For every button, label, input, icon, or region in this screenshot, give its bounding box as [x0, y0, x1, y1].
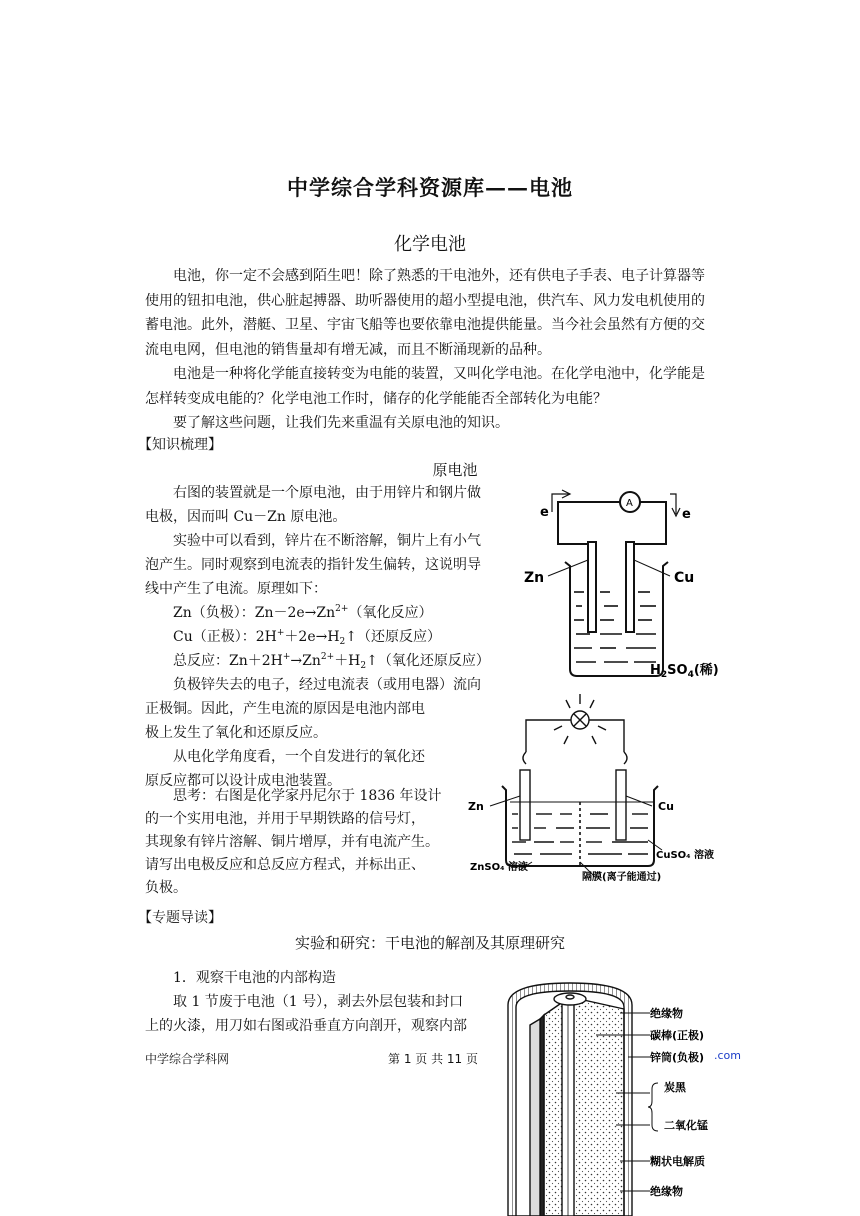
label-insulator-bottom: 绝缘物: [650, 1185, 683, 1198]
eq-sub: 2: [360, 661, 367, 671]
text-line: 实验中可以看到，锌片在不断溶解，铜片上有小气: [173, 533, 481, 549]
label-electrolyte-paste: 糊状电解质: [650, 1155, 705, 1168]
figure-dry-cell: [500, 975, 740, 1216]
znso4-label: ZnSO₄ 溶液: [470, 862, 528, 873]
eq-sup: 2+: [335, 604, 349, 614]
eq-label: Cu（正极）：: [173, 629, 256, 645]
label-manganese-dioxide: 二氧化锰: [664, 1119, 708, 1132]
salt-solution: [510, 802, 654, 854]
beaker: [565, 562, 668, 676]
equation-negative: [145, 601, 515, 625]
eq-sup: +: [282, 652, 291, 662]
electron-label-left: e: [540, 505, 549, 520]
eq-part: Zn＋2H: [229, 653, 283, 669]
zinc-electrode: [520, 770, 530, 840]
section-heading: 【知识梳理】: [138, 437, 222, 453]
think-text: [145, 785, 455, 900]
eq-sub: 2: [339, 637, 346, 647]
galvanic-text: [145, 481, 515, 793]
eq-part: Zn－2e→Zn: [254, 605, 336, 621]
copper-electrode: [616, 770, 626, 840]
electron-label-right: e: [682, 507, 691, 522]
text-line: 正极铜。因此，产生电流的原因是电池内部电: [145, 701, 425, 717]
intro-paragraph: 电池是一种将化学能直接转变为电能的装置，又叫化学电池。在化学电池中，化学能是怎样转变成电能的？化学电池工作时，储存的化学能能否全部转化为电能？: [145, 366, 705, 407]
depolarizer-mix: [544, 997, 624, 1216]
text-line: 负极。: [145, 880, 187, 896]
text-line: 其现象有锌片溶解、铜片增厚，并有电流产生。: [145, 834, 439, 850]
text-line: 线中产生了电流。原理如下：: [145, 581, 327, 597]
label-zinc-can: 锌筒(负极): [650, 1051, 705, 1064]
list-item: 1．观察干电池的内部构造: [173, 970, 336, 986]
eq-label: 总反应：: [173, 653, 229, 669]
label-carbon-black: 炭黑: [664, 1081, 686, 1094]
equation-total: [145, 649, 515, 673]
text-line: 右图的装置就是一个原电池，由于用锌片和钢片做: [173, 485, 481, 501]
cuso4-label: CuSO₄ 溶液: [656, 850, 715, 861]
label-insulator-top: 绝缘物: [650, 1007, 683, 1020]
eq-part: ＋2e→H: [284, 629, 340, 645]
text-line: 从电化学角度看，一个自发进行的氧化还: [173, 749, 425, 765]
zinc-electrode: [588, 542, 596, 632]
copper-label: Cu: [658, 800, 674, 813]
label-carbon-rod: 碳棒(正极): [650, 1029, 705, 1042]
equation-positive: [145, 625, 515, 649]
copper-electrode: [626, 542, 634, 632]
text-line: 思考：右图是化学家丹尼尔于 1836 年设计: [173, 788, 442, 804]
section-subheading: 原电池: [432, 461, 478, 479]
copper-label: Cu: [674, 570, 695, 586]
eq-note: （氧化反应）: [348, 605, 433, 621]
text-line: 请写出电极反应和总反应方程式，并标出正、: [145, 857, 425, 873]
text-line: 上的火漆，用刀如右图或沿垂直方向剖开，观察内部: [145, 1018, 467, 1034]
figure-daniell-cell: [462, 690, 752, 886]
eq-label: Zn（负极）：: [173, 605, 255, 621]
ammeter-label: A: [626, 498, 633, 509]
acid-solution: [574, 592, 656, 662]
text-line: 取 1 节废于电池（1 号），剥去外层包装和封口: [173, 994, 464, 1010]
zinc-label: Zn: [468, 800, 484, 813]
eq-note: ↑（氧化还原反应）: [366, 653, 490, 669]
eq-sup: +: [276, 628, 285, 638]
footer-page: 第 1 页 共 11 页: [388, 1052, 478, 1066]
figure-cu-zn-cell: [510, 484, 730, 689]
text-line: 原反应都可以设计成电池装置。: [145, 773, 341, 789]
text-line: 的一个实用电池，并用于早期铁路的信号灯，: [145, 811, 425, 827]
intro-text: [145, 264, 718, 436]
eq-note: ↑（还原反应）: [345, 629, 442, 645]
section-subheading: 实验和研究：干电池的解剖及其原理研究: [294, 934, 565, 952]
intro-paragraph: 要了解这些问题，让我们先来重温有关原电池的知识。: [173, 415, 509, 431]
acid-label: $H_2SO_4$(稀): [650, 663, 719, 680]
text-line: 负极锌失去的电子，经过电流表（或用电器）流向: [173, 677, 481, 693]
text-line: 泡产生。同时观察到电流表的指针发生偏转，这说明导: [145, 557, 481, 573]
eq-part: 2H: [255, 629, 277, 645]
eq-part: ＋H: [334, 653, 361, 669]
text-line: 电极，因而叫 Cu－Zn 原电池。: [145, 509, 347, 525]
eq-part: →Zn: [290, 653, 321, 669]
footer-site: 中学综合学科网: [145, 1052, 230, 1066]
intro-paragraph: 电池，你一定不会感到陌生吧！除了熟悉的干电池外，还有供电子手表、电子计算器等使用的钮扣电池，供心脏起搏器、助听器使用的超小型提电池，供汽车、风力发电机使用的蓄电池。此外，潜艇、卫星、宇宙飞船等也要依靠电池提供能量。当今社会虽然有方便的交流电电网，但电池的销售量却有增无减，而且不断涌现新的品种。: [145, 268, 705, 358]
membrane-label: 隔膜(离子能通过): [582, 872, 662, 883]
zinc-label: Zn: [524, 570, 545, 586]
footer-com: .com: [714, 1049, 741, 1062]
text-line: 极上发生了氧化和还原反应。: [145, 725, 327, 741]
eq-sup: 2+: [320, 652, 335, 662]
section-subtitle: 化学电池: [394, 234, 466, 255]
section-heading: 【专题导读】: [138, 910, 222, 926]
wire-left: [558, 502, 620, 544]
page-title: 中学综合学科资源库——电池: [287, 175, 573, 200]
